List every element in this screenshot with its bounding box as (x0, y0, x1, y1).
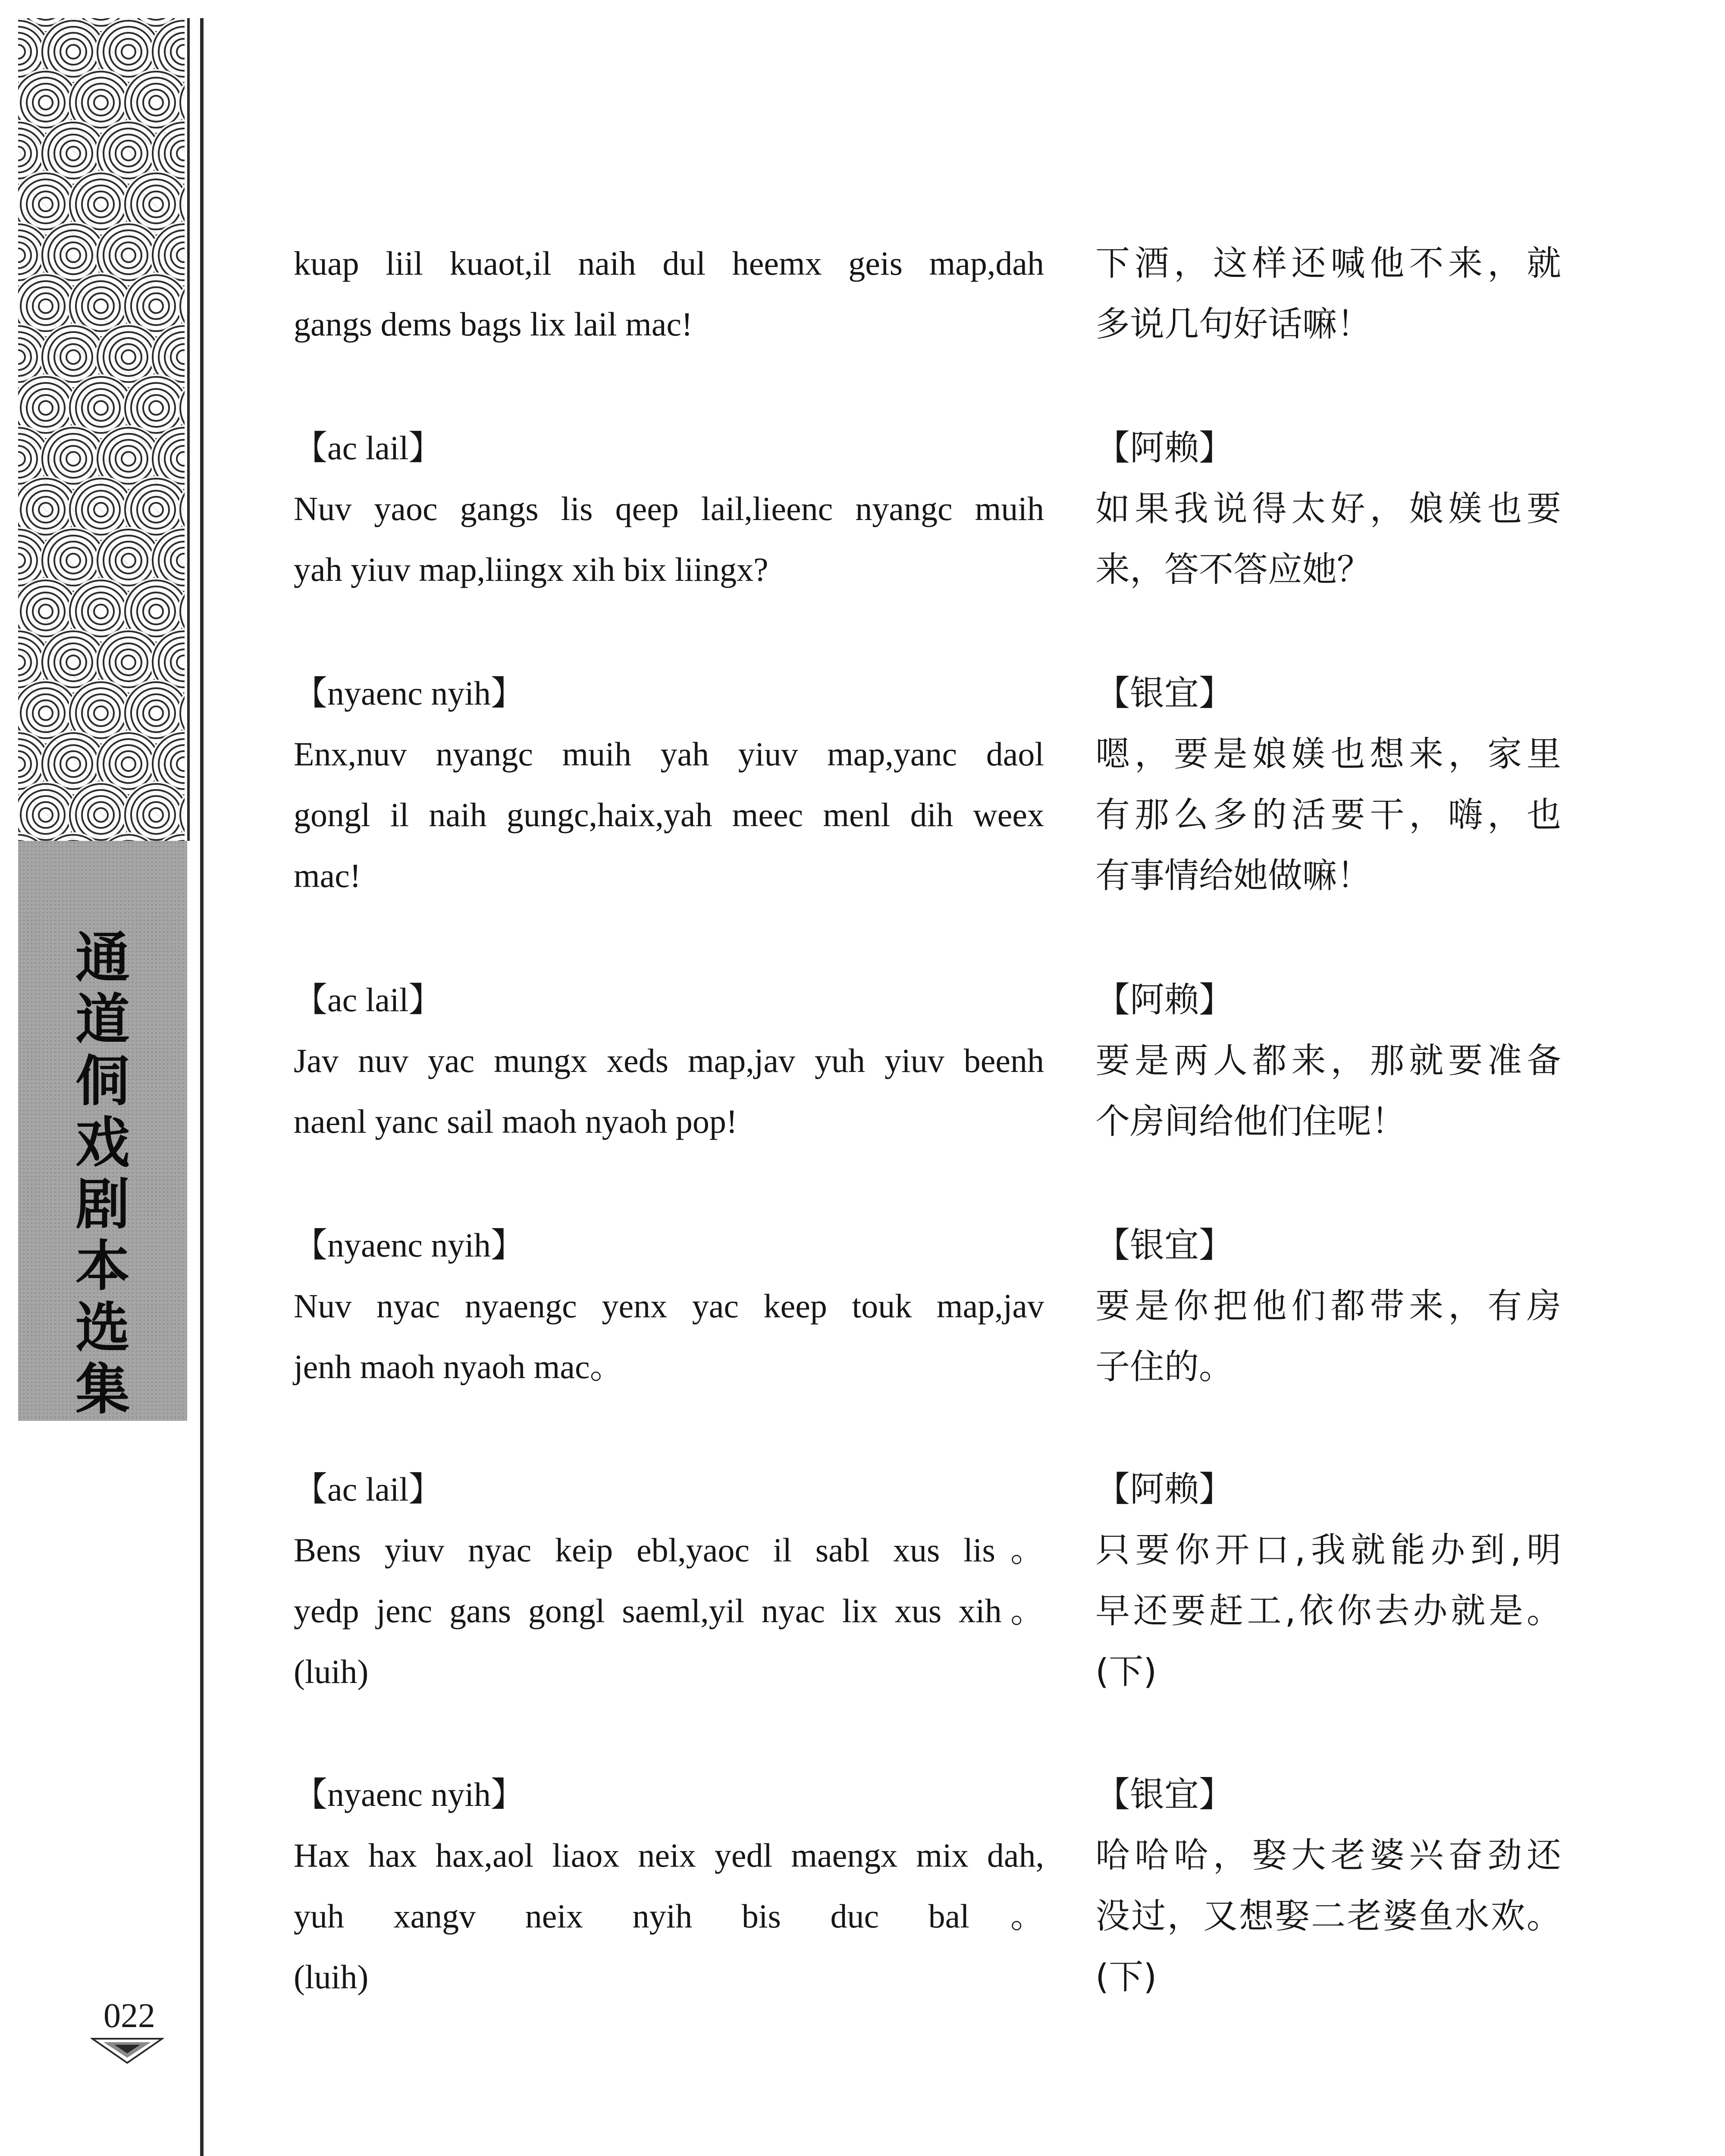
book-title-char: 侗 (75, 1050, 130, 1113)
book-title-char: 集 (75, 1358, 130, 1421)
side-decoration-pattern (18, 18, 190, 841)
page-number: 022 (104, 1997, 155, 2035)
book-title-char: 通 (75, 926, 130, 990)
dong-text (294, 1459, 1044, 1702)
chinese-line: 哈哈哈，娶大老婆兴奋劲还 (1095, 1835, 1561, 1875)
chinese-line: 只要你开口,我就能办到,明 (1095, 1530, 1561, 1570)
speaker-label: 【ac lail】 (294, 1470, 442, 1508)
speaker-label: 【银宜】 (1095, 1774, 1233, 1814)
speaker-label: 【nyaenc nyih】 (294, 674, 525, 712)
chinese-line: (下) (1095, 1957, 1157, 1997)
margin-rule (200, 18, 204, 2156)
book-title (18, 927, 187, 1420)
chinese-line: 个房间给他们住呢！ (1095, 1101, 1406, 1141)
speaker-label: 【nyaenc nyih】 (294, 1776, 525, 1813)
chinese-text (1095, 1215, 1561, 1397)
dong-line: Jav nuv yac mungx xeds map,jav yuh yiuv beenh (294, 1042, 1044, 1079)
book-title-char: 本 (75, 1235, 130, 1298)
dong-line: Nuv yaoc gangs lis qeep lail,lieenc nyangc muih (294, 490, 1044, 527)
dong-line: Hax hax hax,aol liaox neix yedl maengx mix dah, (294, 1836, 1044, 1874)
dong-line: gangs dems bags lix lail mac! (294, 305, 693, 343)
chinese-text (1095, 417, 1561, 600)
dong-line: kuap liil kuaot,il naih dul heemx geis map,dah (294, 244, 1044, 282)
dong-line: (luih) (294, 1958, 369, 1996)
chinese-text (1095, 969, 1561, 1152)
chinese-text (1095, 233, 1561, 354)
dong-line: Enx,nuv nyangc muih yah yiuv map,yanc daol (294, 735, 1044, 773)
speaker-label: 【阿赖】 (1095, 1469, 1233, 1509)
dong-text (294, 417, 1044, 600)
chinese-line: 早还要赶工,依你去办就是。 (1095, 1591, 1561, 1631)
dong-line: Bens yiuv nyac keip ebl,yaoc il sabl xus lis。 (294, 1531, 1044, 1569)
chinese-text (1095, 663, 1561, 906)
book-title-char: 道 (75, 988, 130, 1051)
dong-line: gongl il naih gungc,haix,yah meec menl dih weex (294, 796, 1044, 834)
book-title-char: 剧 (75, 1173, 130, 1236)
chinese-line: 如果我说得太好，娘媄也要 (1095, 489, 1561, 529)
dong-text (294, 663, 1044, 906)
page-ornament-icon (91, 2036, 164, 2065)
dong-text (294, 1764, 1044, 2007)
speaker-label: 【ac lail】 (294, 429, 442, 467)
speaker-label: 【银宜】 (1095, 673, 1233, 713)
chinese-line: 要是两人都来，那就要准备 (1095, 1040, 1561, 1081)
wave-pattern (18, 18, 185, 841)
dong-line: yuh xangv neix nyih bis duc bal。 (294, 1897, 1044, 1935)
chinese-line: 来，答不答应她？ (1095, 549, 1371, 589)
chinese-line: 子住的。 (1095, 1347, 1233, 1387)
dong-line: mac! (294, 857, 361, 894)
chinese-text (1095, 1764, 1561, 2007)
dong-line: yah yiuv map,liingx xih bix liingx? (294, 551, 768, 588)
dong-text (294, 969, 1044, 1152)
book-title-char: 戏 (75, 1111, 130, 1175)
dong-line: jenh maoh nyaoh mac。 (294, 1348, 624, 1385)
chinese-line: 要是你把他们都带来，有房 (1095, 1286, 1561, 1326)
chinese-line: (下) (1095, 1651, 1157, 1692)
dong-text (294, 233, 1044, 354)
dong-line: yedp jenc gans gongl saeml,yil nyac lix xus xih。 (294, 1592, 1044, 1630)
chinese-line: 没过，又想娶二老婆鱼水欢。 (1095, 1896, 1561, 1936)
book-title-char: 选 (75, 1296, 130, 1360)
dong-line: naenl yanc sail maoh nyaoh pop! (294, 1103, 737, 1140)
side-title-band (18, 841, 187, 1421)
chinese-line: 下酒，这样还喊他不来，就 (1095, 243, 1561, 283)
chinese-line: 嗯，要是娘媄也想来，家里 (1095, 734, 1561, 774)
chinese-line: 多说几句好话嘛！ (1095, 304, 1371, 344)
speaker-label: 【nyaenc nyih】 (294, 1226, 525, 1264)
dong-line: (luih) (294, 1653, 369, 1690)
chinese-line: 有那么多的活要干，嗨，也 (1095, 795, 1561, 835)
speaker-label: 【银宜】 (1095, 1225, 1233, 1265)
chinese-text (1095, 1459, 1561, 1702)
speaker-label: 【ac lail】 (294, 981, 442, 1018)
speaker-label: 【阿赖】 (1095, 980, 1233, 1020)
chinese-line: 有事情给她做嘛！ (1095, 856, 1371, 896)
dong-text (294, 1215, 1044, 1397)
dong-line: Nuv nyac nyaengc yenx yac keep touk map,jav (294, 1287, 1044, 1325)
speaker-label: 【阿赖】 (1095, 428, 1233, 468)
